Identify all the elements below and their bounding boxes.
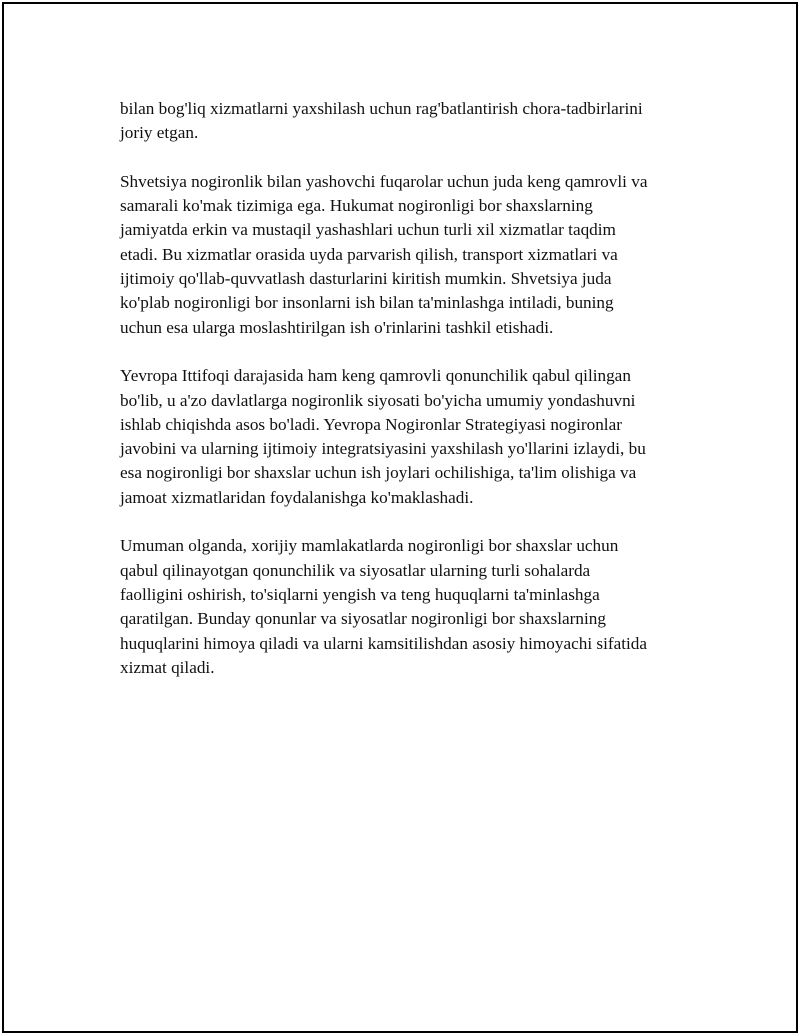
text-line: faolligini oshirish, to'siqlarni yengish va teng huquqlarni ta'minlashga — [120, 584, 600, 604]
text-line: Umuman olganda, xorijiy mamlakatlarda nogironligi bor shaxslar uchun — [120, 536, 619, 556]
text-line: qabul qilinayotgan qonunchilik va siyosatlar ularning turli sohalarda — [120, 560, 591, 580]
text-line: bilan bog'liq xizmatlarni yaxshilash uchun rag'batlantirish chora-tadbirlarini — [120, 99, 643, 118]
paragraph-4 — [120, 534, 696, 680]
text-line: ijtimoiy qo'llab-quvvatlash dasturlarini kiritish mumkin. Shvetsiya juda — [120, 269, 612, 289]
text-line: qaratilgan. Bunday qonunlar va siyosatlar nogironligi bor shaxslarning — [120, 609, 606, 629]
document-page — [2, 2, 798, 1033]
text-line: javobini va ularning ijtimoiy integratsiyasini yaxshilash yo'llarini izlaydi, bu — [120, 439, 646, 459]
text-line: esa nogironligi bor shaxslar uchun ish joylari ochilishiga, ta'lim olishiga va — [120, 463, 637, 483]
text-line: joriy etgan. — [120, 123, 199, 143]
text-line: jamoat xizmatlaridan foydalanishga ko'maklashadi. — [120, 487, 474, 507]
text-line: ishlab chiqishda asos bo'ladi. Yevropa Nogironlar Strategiyasi nogironlar — [120, 414, 622, 434]
text-line: bo'lib, u a'zo davlatlarga nogironlik siyosati bo'yicha umumiy yondashuvni — [120, 390, 636, 410]
text-line: jamiyatda erkin va mustaqil yashashlari uchun turli xil xizmatlar taqdim — [120, 220, 616, 240]
text-line: huquqlarini himoya qiladi va ularni kamsitilishdan asosiy himoyachi sifatida — [120, 633, 647, 653]
text-line: samarali ko'mak tizimiga ega. Hukumat nogironligi bor shaxslarning — [120, 196, 593, 216]
text-line: Yevropa Ittifoqi darajasida ham keng qamrovli qonunchilik qabul qilingan — [120, 366, 631, 386]
text-line: Shvetsiya nogironlik bilan yashovchi fuqarolar uchun juda keng qamrovli va — [120, 171, 648, 191]
text-line: etadi. Bu xizmatlar orasida uyda parvarish qilish, transport xizmatlari va — [120, 244, 618, 264]
paragraph-1 — [120, 97, 696, 146]
text-line: uchun esa ularga moslashtirilgan ish o'rinlarini tashkil etishadi. — [120, 317, 554, 337]
text-line: ko'plab nogironligi bor insonlarni ish bilan ta'minlashga intiladi, buning — [120, 293, 614, 313]
document-body — [120, 97, 696, 704]
paragraph-3 — [120, 364, 696, 510]
paragraph-2 — [120, 170, 696, 340]
text-line: xizmat qiladi. — [120, 657, 215, 677]
